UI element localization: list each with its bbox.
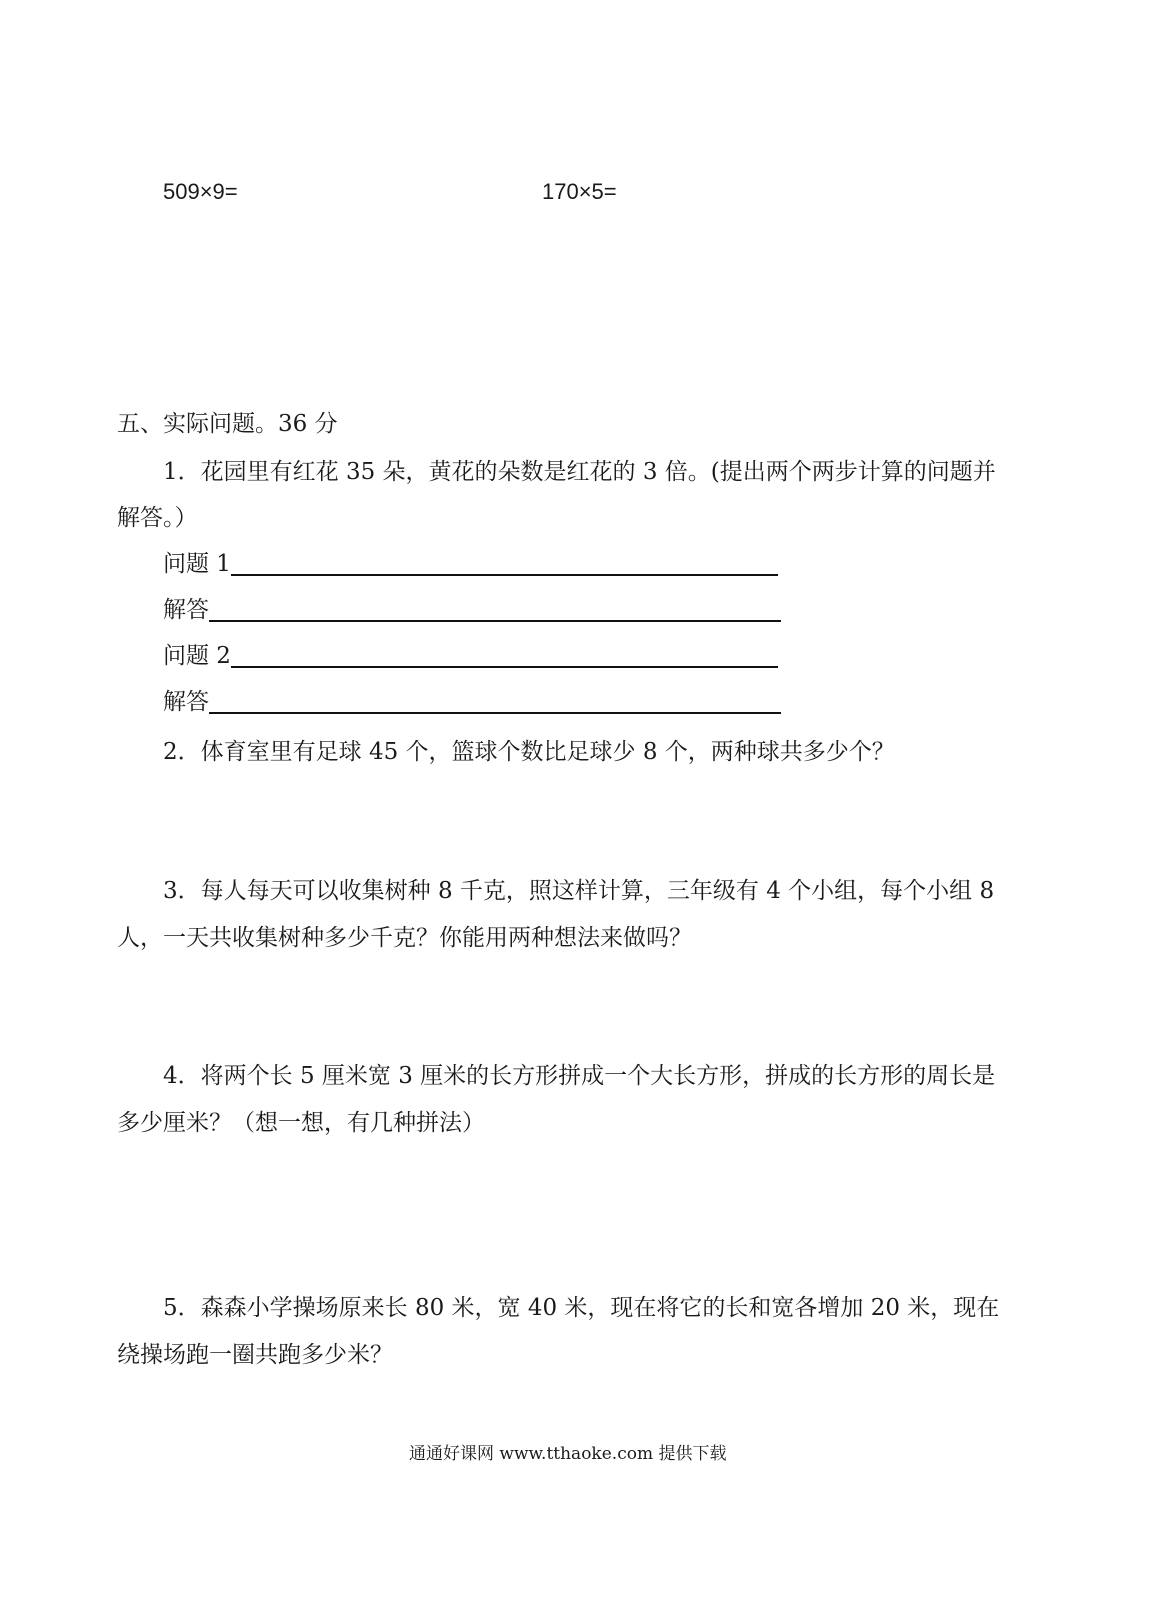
- problem-2-line-1: 2．体育室里有足球 45 个，篮球个数比足球少 8 个，两种球共多少个？: [163, 739, 895, 765]
- calc-left: 509×9=: [163, 179, 238, 204]
- problem-1-line-1: 1．花园里有红花 35 朵，黄花的朵数是红花的 3 倍。(提出两个两步计算的问题并: [163, 459, 996, 485]
- question-2-row: [163, 645, 778, 668]
- problem-1-line-2: 解答。）: [117, 505, 198, 531]
- answer-1-label: 解答: [163, 597, 209, 623]
- problem-5-line-1: 5．森森小学操场原来长 80 米，宽 40 米，现在将它的长和宽各增加 20 米，现在: [163, 1295, 1000, 1321]
- question-1-blank[interactable]: [231, 574, 778, 576]
- footer-text: 通通好课网 www.tthaoke.com 提供下载: [409, 1444, 727, 1464]
- calc-right: 170×5=: [542, 179, 617, 204]
- question-1-row: [163, 553, 778, 576]
- question-2-blank[interactable]: [231, 666, 778, 668]
- answer-1-row: [163, 599, 781, 622]
- problem-3-line-1: 3．每人每天可以收集树种 8 千克，照这样计算，三年级有 4 个小组，每个小组 8: [163, 878, 995, 904]
- answer-2-blank[interactable]: [209, 712, 781, 714]
- problem-4-line-1: 4．将两个长 5 厘米宽 3 厘米的长方形拼成一个大长方形，拼成的长方形的周长是: [163, 1063, 996, 1089]
- section-title: 五、实际问题。36 分: [117, 411, 338, 437]
- problem-4-line-2: 多少厘米？（想一想，有几种拼法）: [117, 1110, 485, 1136]
- answer-2-label: 解答: [163, 689, 209, 715]
- problem-5-line-2: 绕操场跑一圈共跑多少米？: [117, 1342, 393, 1368]
- question-2-label: 问题 2: [163, 643, 231, 669]
- problem-3-line-2: 人，一天共收集树种多少千克？你能用两种想法来做吗？: [117, 925, 692, 951]
- question-1-label: 问题 1: [163, 551, 231, 577]
- answer-1-blank[interactable]: [209, 620, 781, 622]
- answer-2-row: [163, 691, 781, 714]
